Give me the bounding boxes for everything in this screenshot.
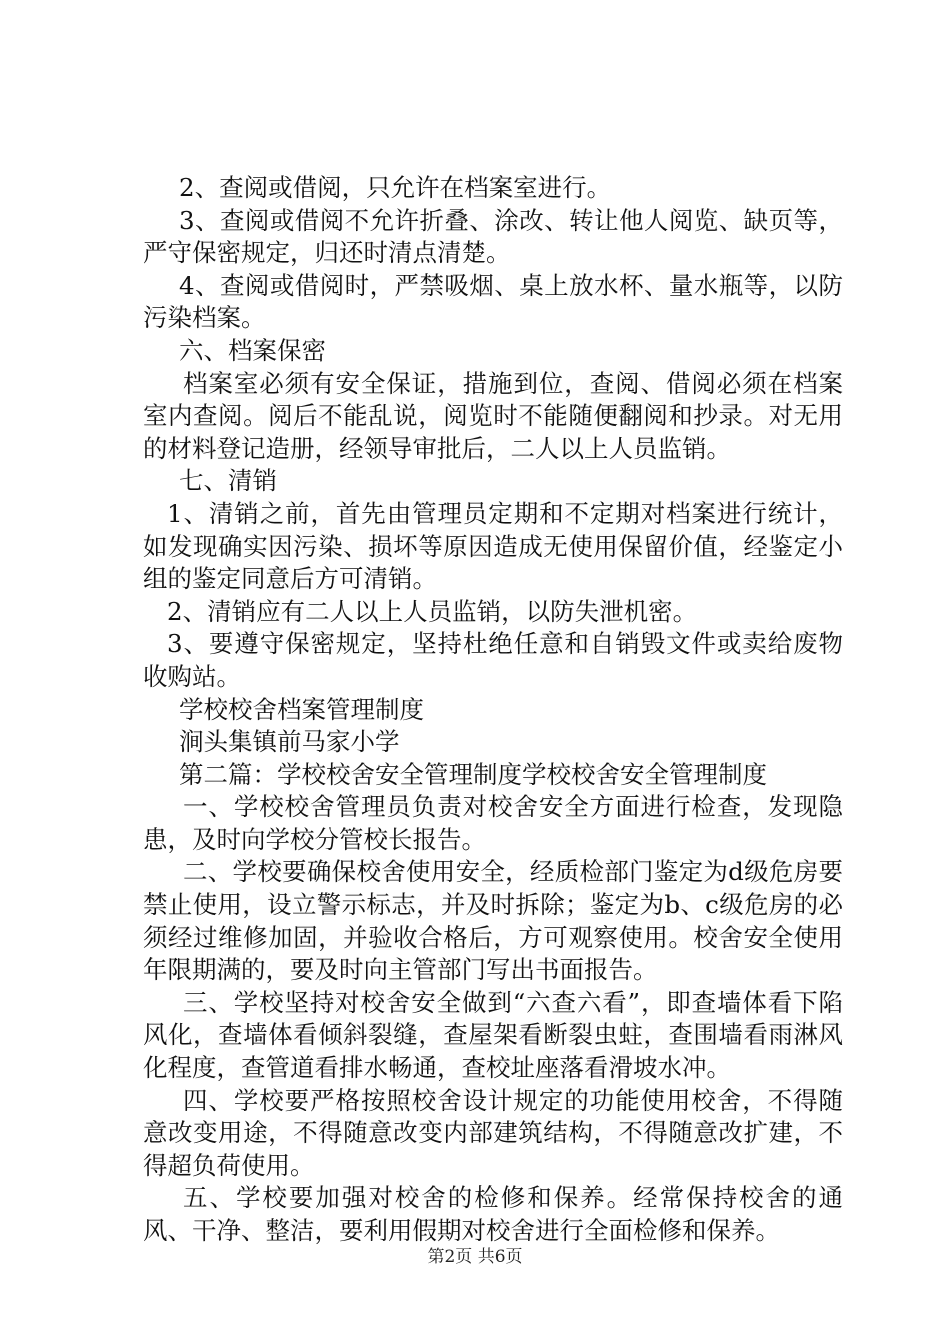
- paragraph-7: 1、清销之前，首先由管理员定期和不定期对档案进行统计，如发现确实因污染、损坏等原因造成无使用保留价值，经鉴定小组的鉴定同意后方可清销。: [143, 498, 843, 594]
- paragraph-8: 2、清销应有二人以上人员监销，以防失泄机密。: [167, 596, 698, 626]
- paragraph-14: 二、学校要确保校舍使用安全，经质检部门鉴定为d级危房要禁止使用，设立警示标志，并及时拆除；鉴定为b、c级危房的必须经过维修加固，并验收合格后，方可观察使用。校舍安全使用年限期满的，要及时向主管部门写出书面报告。: [143, 857, 843, 985]
- section-heading-six: 六、档案保密: [179, 335, 326, 365]
- document-title-line: 学校校舍档案管理制度: [179, 694, 424, 724]
- paragraph-13: 一、学校校舍管理员负责对校舍安全方面进行检查，发现隐患，及时向学校分管校长报告。: [143, 792, 843, 854]
- paragraph-9: 3、要遵守保密规定，坚持杜绝任意和自销毁文件或卖给废物收购站。: [143, 629, 843, 691]
- school-name-line: 涧头集镇前马家小学: [179, 727, 400, 757]
- chapter-heading: 第二篇：学校校舍安全管理制度学校校舍安全管理制度: [179, 759, 767, 789]
- paragraph-16: 四、学校要严格按照校舍设计规定的功能使用校舍，不得随意改变用途，不得随意改变内部建筑结构，不得随意改扩建，不得超负荷使用。: [143, 1085, 843, 1180]
- paragraph-3: 4、查阅或借阅时，严禁吸烟、桌上放水杯、量水瓶等，以防污染档案。: [143, 270, 843, 333]
- paragraph-2: 3、查阅或借阅不允许折叠、涂改、转让他人阅览、缺页等，严守保密规定，归还时清点清楚。: [143, 205, 843, 268]
- paragraph-15: 三、学校坚持对校舍安全做到“六查六看”，即查墙体看下陷风化，查墙体看倾斜裂缝，查屋架看断裂虫蛀，查围墙看雨淋风化程度，查管道看排水畅通，查校址座落看滑坡水冲。: [143, 987, 843, 1083]
- page-footer: [0, 1242, 950, 1267]
- paragraph-17: 五、学校要加强对校舍的检修和保养。经常保持校舍的通风、干净、整洁，要利用假期对校舍进行全面检修和保养。: [143, 1183, 843, 1245]
- page-number-label: 第2页 共6页: [427, 1247, 523, 1267]
- section-heading-seven: 七、清销: [179, 466, 277, 496]
- paragraph-1: 2、查阅或借阅，只允许在档案室进行。: [179, 173, 612, 202]
- paragraph-5: 档案室必须有安全保证，措施到位，查阅、借阅必须在档案室内查阅。阅后不能乱说，阅览时不能随便翻阅和抄录。对无用的材料登记造册，经领导审批后，二人以上人员监销。: [143, 368, 843, 463]
- document-body: [143, 172, 843, 1248]
